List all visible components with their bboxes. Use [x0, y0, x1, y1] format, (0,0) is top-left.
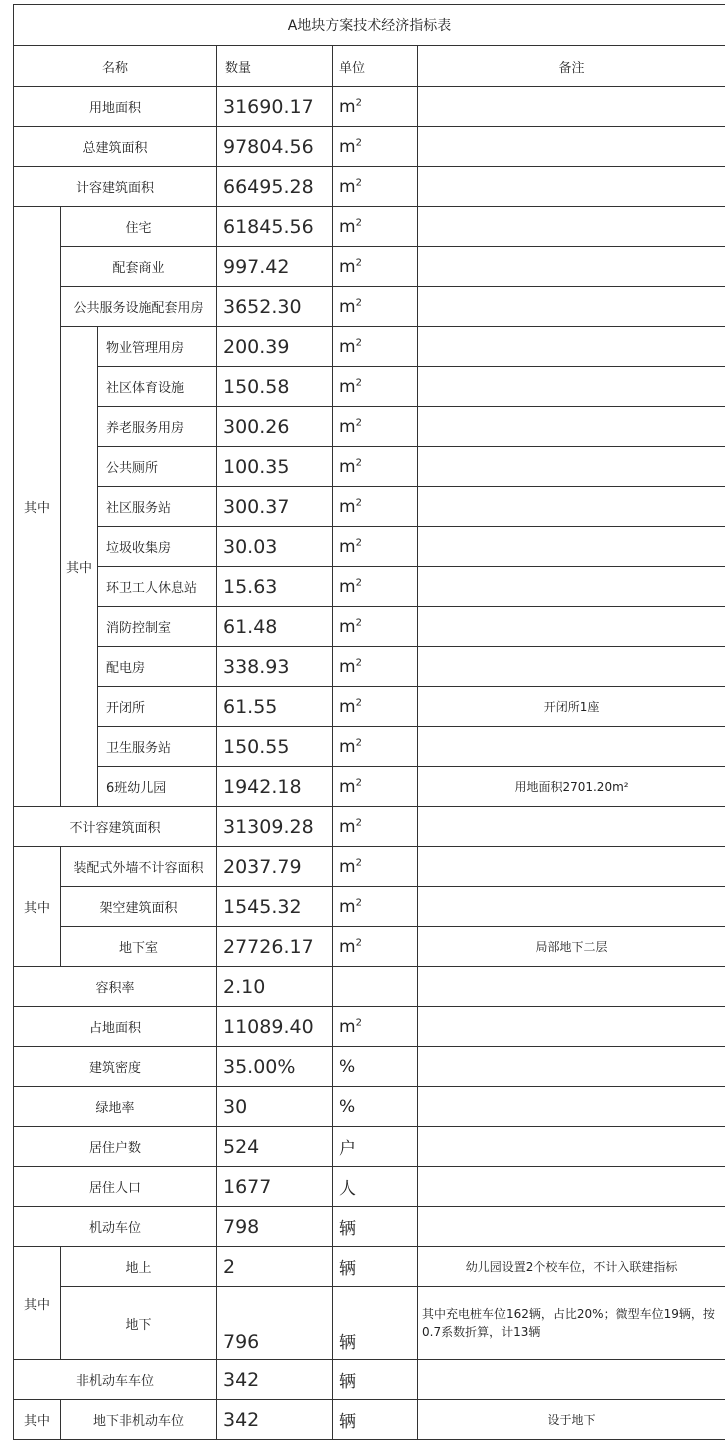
group-label: 其中: [14, 1247, 61, 1360]
header-name: 名称: [14, 46, 217, 87]
row-qty: 300.26: [217, 407, 333, 447]
row-qty: 200.39: [217, 327, 333, 367]
table-row: [14, 487, 725, 527]
row-qty: 1545.32: [217, 887, 333, 927]
row-name: 地下室: [61, 927, 217, 967]
unit-m2: $m^2$: [333, 847, 418, 887]
table-row: [14, 1167, 725, 1207]
unit-m2: $m^2$: [333, 687, 418, 727]
table-row: [14, 607, 725, 647]
row-note: [418, 287, 725, 327]
row-note: [418, 1127, 725, 1167]
row-name: 总建筑面积: [14, 127, 217, 167]
table-title: A地块方案技术经济指标表: [14, 5, 725, 46]
indicator-table-sheet: [13, 4, 725, 1440]
table-row: [14, 1087, 725, 1127]
table-row: [14, 1207, 725, 1247]
row-name: 垃圾收集房: [98, 527, 217, 567]
table-row: [14, 767, 725, 807]
row-qty: 3652.30: [217, 287, 333, 327]
unit-m2: $m^2$: [333, 607, 418, 647]
table-row: [14, 1247, 725, 1287]
row-note: [418, 407, 725, 447]
row-name: 用地面积: [14, 87, 217, 127]
unit-m2: $m^2$: [333, 207, 418, 247]
row-name: 建筑密度: [14, 1047, 217, 1087]
row-note: 幼儿园设置2个校车位，不计入联建指标: [418, 1247, 725, 1287]
row-name: 社区服务站: [98, 487, 217, 527]
row-qty: 31690.17: [217, 87, 333, 127]
unit-percent: %: [333, 1087, 418, 1127]
row-qty: 15.63: [217, 567, 333, 607]
row-name: 占地面积: [14, 1007, 217, 1047]
row-note: 设于地下: [418, 1400, 725, 1440]
row-note: [418, 647, 725, 687]
table-row: [14, 1400, 725, 1440]
row-note: 开闭所1座: [418, 687, 725, 727]
unit-vehicle: 辆: [333, 1400, 418, 1440]
unit-household: 户: [333, 1127, 418, 1167]
unit-m2: $m^2$: [333, 87, 418, 127]
group-label: 其中: [14, 1400, 61, 1440]
table-row: [14, 327, 725, 367]
row-name: 住宅: [61, 207, 217, 247]
row-name: 公共服务设施配套用房: [61, 287, 217, 327]
unit-m2: $m^2$: [333, 527, 418, 567]
row-qty: 27726.17: [217, 927, 333, 967]
table-row: [14, 847, 725, 887]
row-name: 居住户数: [14, 1127, 217, 1167]
unit-m2: $m^2$: [333, 167, 418, 207]
header-unit: 单位: [333, 46, 418, 87]
row-qty: 2: [217, 1247, 333, 1287]
row-note: [418, 1087, 725, 1127]
row-qty: 61845.56: [217, 207, 333, 247]
row-note: 局部地下二层: [418, 927, 725, 967]
row-qty: 2037.79: [217, 847, 333, 887]
row-name: 机动车位: [14, 1207, 217, 1247]
row-name: 居住人口: [14, 1167, 217, 1207]
row-qty: 11089.40: [217, 1007, 333, 1047]
row-note: [418, 1360, 725, 1400]
row-qty: 97804.56: [217, 127, 333, 167]
unit-empty: [333, 967, 418, 1007]
row-qty: 524: [217, 1127, 333, 1167]
row-note: [418, 607, 725, 647]
unit-m2: $m^2$: [333, 647, 418, 687]
row-note: 用地面积2701.20m²: [418, 767, 725, 807]
row-name: 计容建筑面积: [14, 167, 217, 207]
row-note: [418, 127, 725, 167]
row-qty: 798: [217, 1207, 333, 1247]
table-row: [14, 527, 725, 567]
row-note: 其中充电桩车位162辆，占比20%；微型车位19辆，按0.7系数折算，计13辆: [418, 1287, 725, 1360]
row-note: [418, 567, 725, 607]
row-name: 养老服务用房: [98, 407, 217, 447]
header-row: [14, 46, 725, 87]
unit-m2: $m^2$: [333, 927, 418, 967]
table-row: [14, 807, 725, 847]
unit-vehicle: 辆: [333, 1360, 418, 1400]
table-row: [14, 1127, 725, 1167]
table-row: [14, 407, 725, 447]
row-qty: 1942.18: [217, 767, 333, 807]
row-name: 环卫工人休息站: [98, 567, 217, 607]
table-row: [14, 87, 725, 127]
row-qty: 796: [217, 1287, 333, 1360]
row-qty: 150.58: [217, 367, 333, 407]
row-note: [418, 1007, 725, 1047]
group-label: 其中: [14, 847, 61, 967]
row-note: [418, 1167, 725, 1207]
row-note: [418, 847, 725, 887]
table-row: [14, 687, 725, 727]
unit-m2: $m^2$: [333, 367, 418, 407]
row-name: 地下: [61, 1287, 217, 1360]
row-name: 卫生服务站: [98, 727, 217, 767]
table-row: [14, 927, 725, 967]
table-row: [14, 1287, 725, 1360]
row-qty: 30.03: [217, 527, 333, 567]
row-note: [418, 327, 725, 367]
group-label: 其中: [61, 327, 98, 807]
unit-m2: $m^2$: [333, 287, 418, 327]
row-qty: 100.35: [217, 447, 333, 487]
unit-vehicle: 辆: [333, 1247, 418, 1287]
row-note: [418, 487, 725, 527]
group-label: 其中: [14, 207, 61, 807]
header-qty: 数量: [217, 46, 333, 87]
table-row: [14, 127, 725, 167]
unit-person: 人: [333, 1167, 418, 1207]
row-name: 开闭所: [98, 687, 217, 727]
unit-vehicle: 辆: [333, 1207, 418, 1247]
table-row: [14, 567, 725, 607]
unit-m2: $m^2$: [333, 127, 418, 167]
row-note: [418, 87, 725, 127]
header-note: 备注: [418, 46, 725, 87]
row-name: 地下非机动车位: [61, 1400, 217, 1440]
row-name: 不计容建筑面积: [14, 807, 217, 847]
row-note: [418, 207, 725, 247]
table-row: [14, 167, 725, 207]
table-row: [14, 247, 725, 287]
row-note: [418, 527, 725, 567]
title-row: [14, 5, 725, 46]
row-name: 物业管理用房: [98, 327, 217, 367]
table-row: [14, 287, 725, 327]
row-qty: 2.10: [217, 967, 333, 1007]
row-qty: 300.37: [217, 487, 333, 527]
table-row: [14, 207, 725, 247]
unit-m2: $m^2$: [333, 727, 418, 767]
row-qty: 66495.28: [217, 167, 333, 207]
unit-vehicle: 辆: [333, 1287, 418, 1360]
row-qty: 997.42: [217, 247, 333, 287]
table-row: [14, 887, 725, 927]
row-note: [418, 247, 725, 287]
indicator-table: [13, 4, 725, 1440]
table-row: [14, 647, 725, 687]
table-row: [14, 1047, 725, 1087]
row-name: 架空建筑面积: [61, 887, 217, 927]
row-qty: 61.48: [217, 607, 333, 647]
unit-m2: $m^2$: [333, 447, 418, 487]
row-name: 配电房: [98, 647, 217, 687]
table-row: [14, 967, 725, 1007]
unit-percent: %: [333, 1047, 418, 1087]
row-qty: 338.93: [217, 647, 333, 687]
row-qty: 31309.28: [217, 807, 333, 847]
unit-m2: $m^2$: [333, 247, 418, 287]
unit-m2: $m^2$: [333, 567, 418, 607]
row-name: 地上: [61, 1247, 217, 1287]
row-name: 装配式外墙不计容面积: [61, 847, 217, 887]
row-qty: 150.55: [217, 727, 333, 767]
table-row: [14, 1007, 725, 1047]
row-name: 容积率: [14, 967, 217, 1007]
row-note: [418, 887, 725, 927]
row-note: [418, 167, 725, 207]
unit-m2: $m^2$: [333, 407, 418, 447]
unit-m2: $m^2$: [333, 327, 418, 367]
row-note: [418, 1047, 725, 1087]
row-note: [418, 807, 725, 847]
row-note: [418, 1207, 725, 1247]
row-qty: 342: [217, 1360, 333, 1400]
row-qty: 30: [217, 1087, 333, 1127]
row-note: [418, 967, 725, 1007]
table-row: [14, 1360, 725, 1400]
unit-m2: $m^2$: [333, 807, 418, 847]
row-name: 配套商业: [61, 247, 217, 287]
unit-m2: $m^2$: [333, 767, 418, 807]
table-row: [14, 447, 725, 487]
row-note: [418, 447, 725, 487]
row-note: [418, 367, 725, 407]
unit-m2: $m^2$: [333, 487, 418, 527]
row-qty: 61.55: [217, 687, 333, 727]
row-name: 6班幼儿园: [98, 767, 217, 807]
row-name: 非机动车车位: [14, 1360, 217, 1400]
unit-m2: $m^2$: [333, 887, 418, 927]
table-row: [14, 367, 725, 407]
table-row: [14, 727, 725, 767]
unit-m2: $m^2$: [333, 1007, 418, 1047]
row-name: 社区体育设施: [98, 367, 217, 407]
row-name: 公共厕所: [98, 447, 217, 487]
row-name: 消防控制室: [98, 607, 217, 647]
row-qty: 342: [217, 1400, 333, 1440]
row-note: [418, 727, 725, 767]
row-qty: 35.00%: [217, 1047, 333, 1087]
row-qty: 1677: [217, 1167, 333, 1207]
row-name: 绿地率: [14, 1087, 217, 1127]
